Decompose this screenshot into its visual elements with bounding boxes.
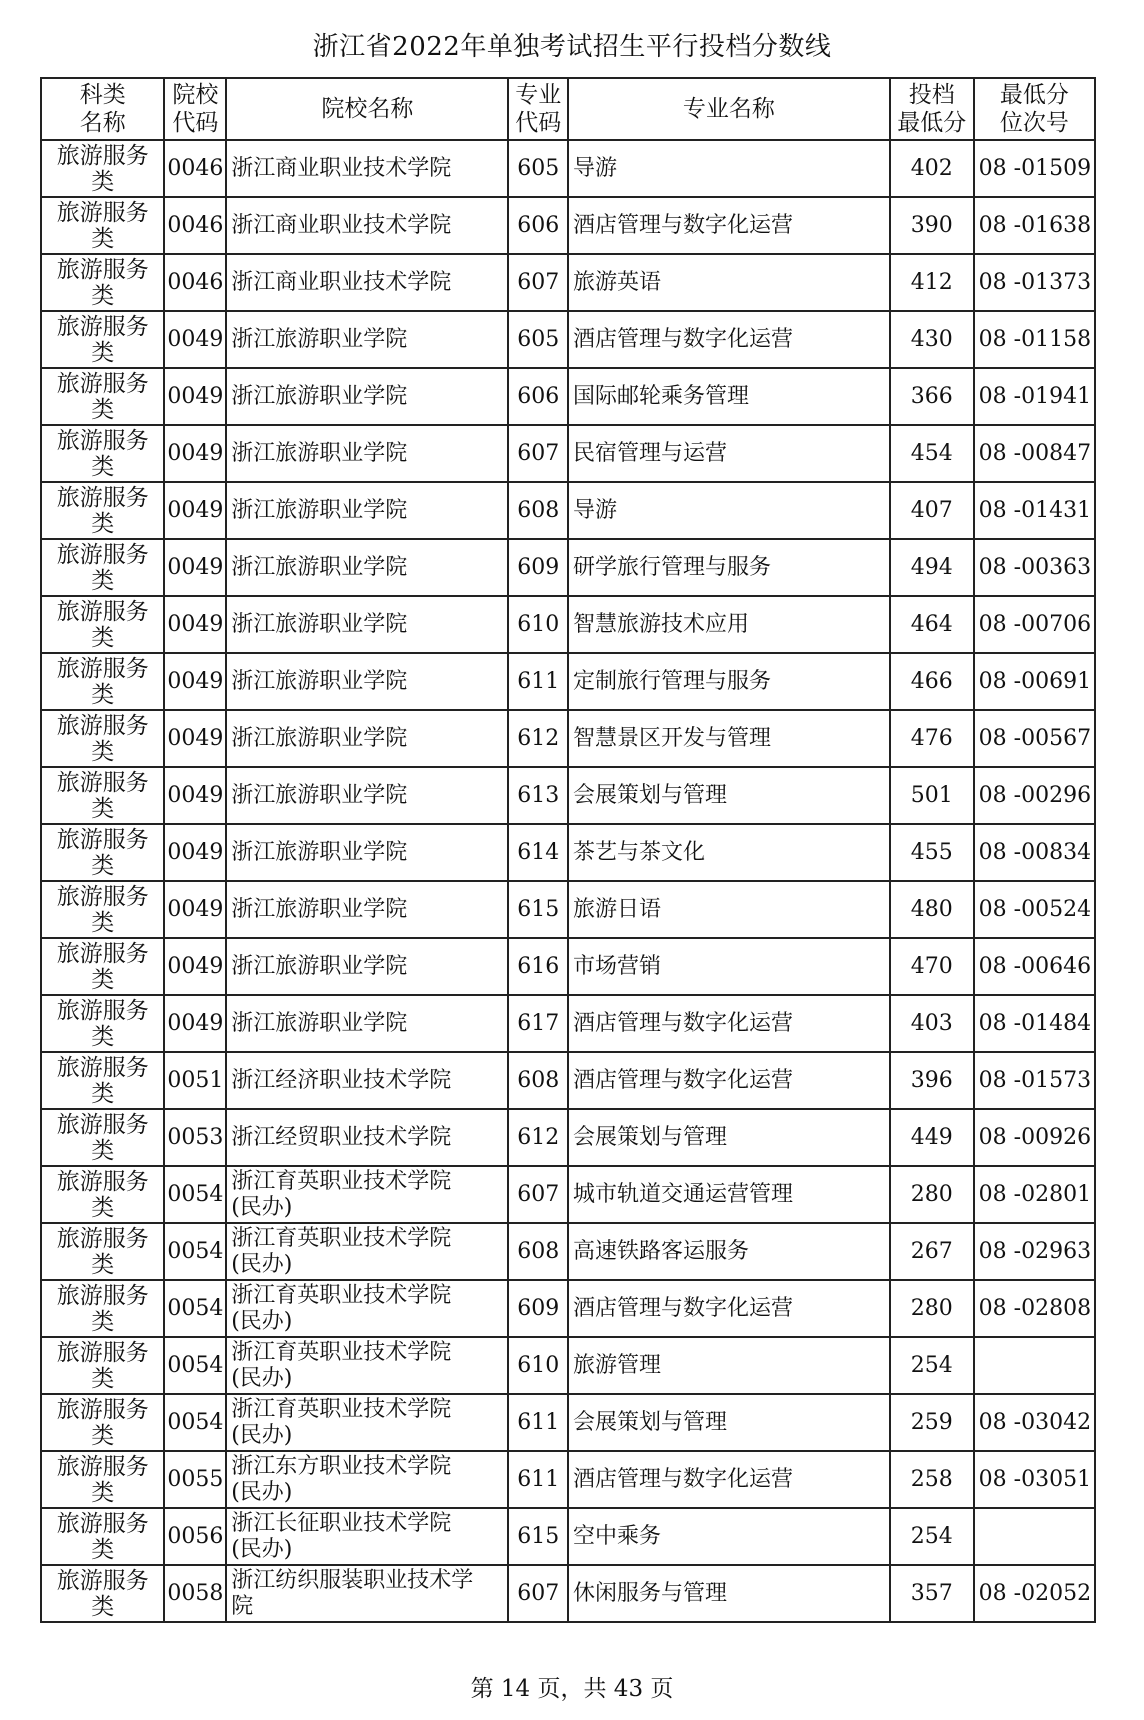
cell-school-code: 0049 — [164, 425, 226, 482]
cell-major-name: 旅游英语 — [568, 254, 890, 311]
cell-school-code: 0046 — [164, 140, 226, 197]
cell-major-name: 导游 — [568, 140, 890, 197]
cell-category: 旅游服务 类 — [41, 254, 164, 311]
table-row — [41, 311, 1095, 368]
cell-major-name: 旅游日语 — [568, 881, 890, 938]
cell-rank: 08 -00834 — [974, 824, 1095, 881]
cell-major-name: 酒店管理与数字化运营 — [568, 995, 890, 1052]
cell-major-code: 611 — [508, 653, 568, 710]
cell-major-code: 609 — [508, 1280, 568, 1337]
table-row — [41, 710, 1095, 767]
cell-rank: 08 -02963 — [974, 1223, 1095, 1280]
cell-major-name: 民宿管理与运营 — [568, 425, 890, 482]
cell-rank: 08 -01484 — [974, 995, 1095, 1052]
cell-school-code: 0054 — [164, 1166, 226, 1223]
table-row — [41, 1109, 1095, 1166]
table-row — [41, 767, 1095, 824]
cell-school-code: 0054 — [164, 1223, 226, 1280]
cell-rank: 08 -00296 — [974, 767, 1095, 824]
cell-min-score: 403 — [890, 995, 974, 1052]
table-row — [41, 653, 1095, 710]
table-row — [41, 1223, 1095, 1280]
cell-school-code: 0049 — [164, 995, 226, 1052]
table-row — [41, 881, 1095, 938]
cell-min-score: 396 — [890, 1052, 974, 1109]
table-row — [41, 539, 1095, 596]
cell-category: 旅游服务 类 — [41, 824, 164, 881]
cell-category: 旅游服务 类 — [41, 596, 164, 653]
cell-school-name: 浙江旅游职业学院 — [226, 596, 508, 653]
cell-min-score: 412 — [890, 254, 974, 311]
cell-school-name: 浙江经济职业技术学院 — [226, 1052, 508, 1109]
cell-major-name: 酒店管理与数字化运营 — [568, 197, 890, 254]
cell-category: 旅游服务 类 — [41, 1565, 164, 1622]
cell-school-name: 浙江旅游职业学院 — [226, 995, 508, 1052]
cell-min-score: 476 — [890, 710, 974, 767]
table-row — [41, 140, 1095, 197]
cell-school-code: 0056 — [164, 1508, 226, 1565]
cell-min-score: 280 — [890, 1280, 974, 1337]
cell-major-name: 酒店管理与数字化运营 — [568, 1052, 890, 1109]
cell-major-code: 607 — [508, 1166, 568, 1223]
cell-school-name: 浙江育英职业技术学院 (民办) — [226, 1394, 508, 1451]
cell-min-score: 501 — [890, 767, 974, 824]
cell-major-name: 定制旅行管理与服务 — [568, 653, 890, 710]
table-row — [41, 1394, 1095, 1451]
table-row — [41, 254, 1095, 311]
cell-major-code: 607 — [508, 254, 568, 311]
cell-school-code: 0049 — [164, 767, 226, 824]
cell-min-score: 455 — [890, 824, 974, 881]
cell-category: 旅游服务 类 — [41, 1394, 164, 1451]
cell-major-name: 导游 — [568, 482, 890, 539]
cell-category: 旅游服务 类 — [41, 425, 164, 482]
cell-min-score: 267 — [890, 1223, 974, 1280]
cell-major-code: 609 — [508, 539, 568, 596]
table-row — [41, 1280, 1095, 1337]
cell-school-name: 浙江商业职业技术学院 — [226, 197, 508, 254]
cell-min-score: 366 — [890, 368, 974, 425]
cell-major-code: 607 — [508, 1565, 568, 1622]
cell-rank: 08 -01509 — [974, 140, 1095, 197]
cell-school-code: 0046 — [164, 254, 226, 311]
cell-rank: 08 -01638 — [974, 197, 1095, 254]
cell-school-name: 浙江育英职业技术学院 (民办) — [226, 1280, 508, 1337]
cell-major-name: 酒店管理与数字化运营 — [568, 1451, 890, 1508]
cell-min-score: 454 — [890, 425, 974, 482]
cell-school-name: 浙江旅游职业学院 — [226, 938, 508, 995]
cell-rank: 08 -03042 — [974, 1394, 1095, 1451]
cell-school-code: 0049 — [164, 710, 226, 767]
cell-school-code: 0049 — [164, 482, 226, 539]
table-row — [41, 1451, 1095, 1508]
cell-category: 旅游服务 类 — [41, 710, 164, 767]
cell-category: 旅游服务 类 — [41, 197, 164, 254]
cell-min-score: 466 — [890, 653, 974, 710]
cell-min-score: 449 — [890, 1109, 974, 1166]
page-footer: 第 14 页，共 43 页 — [470, 1676, 674, 1702]
cell-school-name: 浙江纺织服装职业技术学 院 — [226, 1565, 508, 1622]
cell-school-name: 浙江商业职业技术学院 — [226, 140, 508, 197]
cell-category: 旅游服务 类 — [41, 1280, 164, 1337]
table-row — [41, 368, 1095, 425]
cell-major-code: 613 — [508, 767, 568, 824]
cell-school-name: 浙江旅游职业学院 — [226, 311, 508, 368]
cell-category: 旅游服务 类 — [41, 1337, 164, 1394]
cell-rank — [974, 1337, 1095, 1394]
cell-major-name: 智慧景区开发与管理 — [568, 710, 890, 767]
cell-major-code: 606 — [508, 368, 568, 425]
cell-school-code: 0049 — [164, 368, 226, 425]
cell-category: 旅游服务 类 — [41, 1451, 164, 1508]
cell-school-name: 浙江育英职业技术学院 (民办) — [226, 1166, 508, 1223]
table-row — [41, 824, 1095, 881]
cell-min-score: 259 — [890, 1394, 974, 1451]
score-table — [40, 77, 1096, 1623]
cell-rank: 08 -01373 — [974, 254, 1095, 311]
cell-category: 旅游服务 类 — [41, 1223, 164, 1280]
cell-rank: 08 -00567 — [974, 710, 1095, 767]
cell-rank: 08 -00706 — [974, 596, 1095, 653]
cell-school-name: 浙江旅游职业学院 — [226, 539, 508, 596]
cell-rank: 08 -00847 — [974, 425, 1095, 482]
cell-school-name: 浙江旅游职业学院 — [226, 824, 508, 881]
cell-major-name: 高速铁路客运服务 — [568, 1223, 890, 1280]
header-school-name: 院校名称 — [226, 78, 508, 140]
cell-major-code: 615 — [508, 881, 568, 938]
cell-min-score: 407 — [890, 482, 974, 539]
cell-school-code: 0049 — [164, 311, 226, 368]
header-category: 科类 名称 — [41, 78, 164, 140]
cell-school-name: 浙江旅游职业学院 — [226, 710, 508, 767]
cell-major-code: 614 — [508, 824, 568, 881]
cell-min-score: 254 — [890, 1337, 974, 1394]
cell-category: 旅游服务 类 — [41, 995, 164, 1052]
cell-min-score: 254 — [890, 1508, 974, 1565]
cell-category: 旅游服务 类 — [41, 368, 164, 425]
cell-school-name: 浙江经贸职业技术学院 — [226, 1109, 508, 1166]
table-header-row — [41, 78, 1095, 140]
cell-school-code: 0049 — [164, 539, 226, 596]
cell-major-name: 国际邮轮乘务管理 — [568, 368, 890, 425]
table-row — [41, 1565, 1095, 1622]
cell-school-name: 浙江东方职业技术学院 (民办) — [226, 1451, 508, 1508]
cell-school-code: 0046 — [164, 197, 226, 254]
cell-school-code: 0049 — [164, 938, 226, 995]
cell-major-code: 608 — [508, 482, 568, 539]
cell-school-code: 0054 — [164, 1394, 226, 1451]
cell-min-score: 464 — [890, 596, 974, 653]
cell-school-name: 浙江旅游职业学院 — [226, 881, 508, 938]
cell-school-code: 0049 — [164, 653, 226, 710]
table-row — [41, 425, 1095, 482]
cell-school-code: 0055 — [164, 1451, 226, 1508]
cell-rank: 08 -01431 — [974, 482, 1095, 539]
cell-category: 旅游服务 类 — [41, 311, 164, 368]
cell-rank: 08 -02808 — [974, 1280, 1095, 1337]
cell-rank: 08 -03051 — [974, 1451, 1095, 1508]
cell-category: 旅游服务 类 — [41, 1052, 164, 1109]
cell-major-name: 酒店管理与数字化运营 — [568, 311, 890, 368]
cell-major-code: 610 — [508, 1337, 568, 1394]
cell-major-code: 605 — [508, 311, 568, 368]
cell-min-score: 480 — [890, 881, 974, 938]
cell-school-name: 浙江长征职业技术学院 (民办) — [226, 1508, 508, 1565]
cell-rank: 08 -00646 — [974, 938, 1095, 995]
cell-major-name: 会展策划与管理 — [568, 767, 890, 824]
cell-min-score: 357 — [890, 1565, 974, 1622]
cell-category: 旅游服务 类 — [41, 881, 164, 938]
header-min-score: 投档 最低分 — [890, 78, 974, 140]
cell-min-score: 402 — [890, 140, 974, 197]
cell-major-name: 城市轨道交通运营管理 — [568, 1166, 890, 1223]
cell-rank: 08 -02801 — [974, 1166, 1095, 1223]
cell-major-code: 612 — [508, 1109, 568, 1166]
header-school-code: 院校 代码 — [164, 78, 226, 140]
table-row — [41, 995, 1095, 1052]
cell-major-code: 606 — [508, 197, 568, 254]
table-row — [41, 1337, 1095, 1394]
cell-major-code: 612 — [508, 710, 568, 767]
cell-school-code: 0049 — [164, 596, 226, 653]
page-title: 浙江省2022年单独考试招生平行投档分数线 — [312, 32, 832, 62]
cell-min-score: 494 — [890, 539, 974, 596]
header-major-name: 专业名称 — [568, 78, 890, 140]
cell-school-name: 浙江育英职业技术学院 (民办) — [226, 1223, 508, 1280]
table-row — [41, 1166, 1095, 1223]
cell-major-name: 空中乘务 — [568, 1508, 890, 1565]
cell-min-score: 390 — [890, 197, 974, 254]
table-row — [41, 1508, 1095, 1565]
cell-category: 旅游服务 类 — [41, 653, 164, 710]
cell-school-name: 浙江育英职业技术学院 (民办) — [226, 1337, 508, 1394]
cell-category: 旅游服务 类 — [41, 1508, 164, 1565]
cell-major-code: 608 — [508, 1223, 568, 1280]
cell-category: 旅游服务 类 — [41, 482, 164, 539]
cell-school-name: 浙江旅游职业学院 — [226, 425, 508, 482]
cell-major-code: 617 — [508, 995, 568, 1052]
cell-major-name: 休闲服务与管理 — [568, 1565, 890, 1622]
cell-major-code: 605 — [508, 140, 568, 197]
cell-rank: 08 -00524 — [974, 881, 1095, 938]
cell-major-name: 会展策划与管理 — [568, 1394, 890, 1451]
cell-category: 旅游服务 类 — [41, 140, 164, 197]
cell-major-code: 615 — [508, 1508, 568, 1565]
cell-major-name: 研学旅行管理与服务 — [568, 539, 890, 596]
cell-category: 旅游服务 类 — [41, 767, 164, 824]
table-row — [41, 596, 1095, 653]
cell-school-name: 浙江旅游职业学院 — [226, 482, 508, 539]
cell-major-name: 旅游管理 — [568, 1337, 890, 1394]
cell-school-name: 浙江商业职业技术学院 — [226, 254, 508, 311]
cell-school-code: 0054 — [164, 1337, 226, 1394]
header-rank: 最低分 位次号 — [974, 78, 1095, 140]
cell-school-code: 0054 — [164, 1280, 226, 1337]
cell-school-name: 浙江旅游职业学院 — [226, 368, 508, 425]
cell-school-name: 浙江旅游职业学院 — [226, 767, 508, 824]
cell-school-name: 浙江旅游职业学院 — [226, 653, 508, 710]
cell-major-name: 智慧旅游技术应用 — [568, 596, 890, 653]
cell-min-score: 280 — [890, 1166, 974, 1223]
cell-major-name: 会展策划与管理 — [568, 1109, 890, 1166]
cell-category: 旅游服务 类 — [41, 539, 164, 596]
cell-school-code: 0049 — [164, 824, 226, 881]
cell-category: 旅游服务 类 — [41, 1166, 164, 1223]
cell-major-code: 611 — [508, 1451, 568, 1508]
cell-min-score: 258 — [890, 1451, 974, 1508]
cell-rank: 08 -01158 — [974, 311, 1095, 368]
cell-major-name: 茶艺与茶文化 — [568, 824, 890, 881]
cell-rank: 08 -00691 — [974, 653, 1095, 710]
table-row — [41, 197, 1095, 254]
cell-major-code: 616 — [508, 938, 568, 995]
cell-rank: 08 -02052 — [974, 1565, 1095, 1622]
cell-school-code: 0053 — [164, 1109, 226, 1166]
table-row — [41, 1052, 1095, 1109]
cell-rank: 08 -00926 — [974, 1109, 1095, 1166]
cell-major-name: 酒店管理与数字化运营 — [568, 1280, 890, 1337]
cell-major-code: 608 — [508, 1052, 568, 1109]
cell-category: 旅游服务 类 — [41, 1109, 164, 1166]
table-row — [41, 938, 1095, 995]
cell-major-code: 607 — [508, 425, 568, 482]
cell-school-code: 0049 — [164, 881, 226, 938]
cell-rank: 08 -01573 — [974, 1052, 1095, 1109]
cell-min-score: 430 — [890, 311, 974, 368]
cell-school-code: 0051 — [164, 1052, 226, 1109]
header-major-code: 专业 代码 — [508, 78, 568, 140]
cell-rank: 08 -01941 — [974, 368, 1095, 425]
cell-major-code: 610 — [508, 596, 568, 653]
cell-school-code: 0058 — [164, 1565, 226, 1622]
cell-rank: 08 -00363 — [974, 539, 1095, 596]
cell-major-name: 市场营销 — [568, 938, 890, 995]
cell-major-code: 611 — [508, 1394, 568, 1451]
table-row — [41, 482, 1095, 539]
cell-min-score: 470 — [890, 938, 974, 995]
cell-rank — [974, 1508, 1095, 1565]
cell-category: 旅游服务 类 — [41, 938, 164, 995]
